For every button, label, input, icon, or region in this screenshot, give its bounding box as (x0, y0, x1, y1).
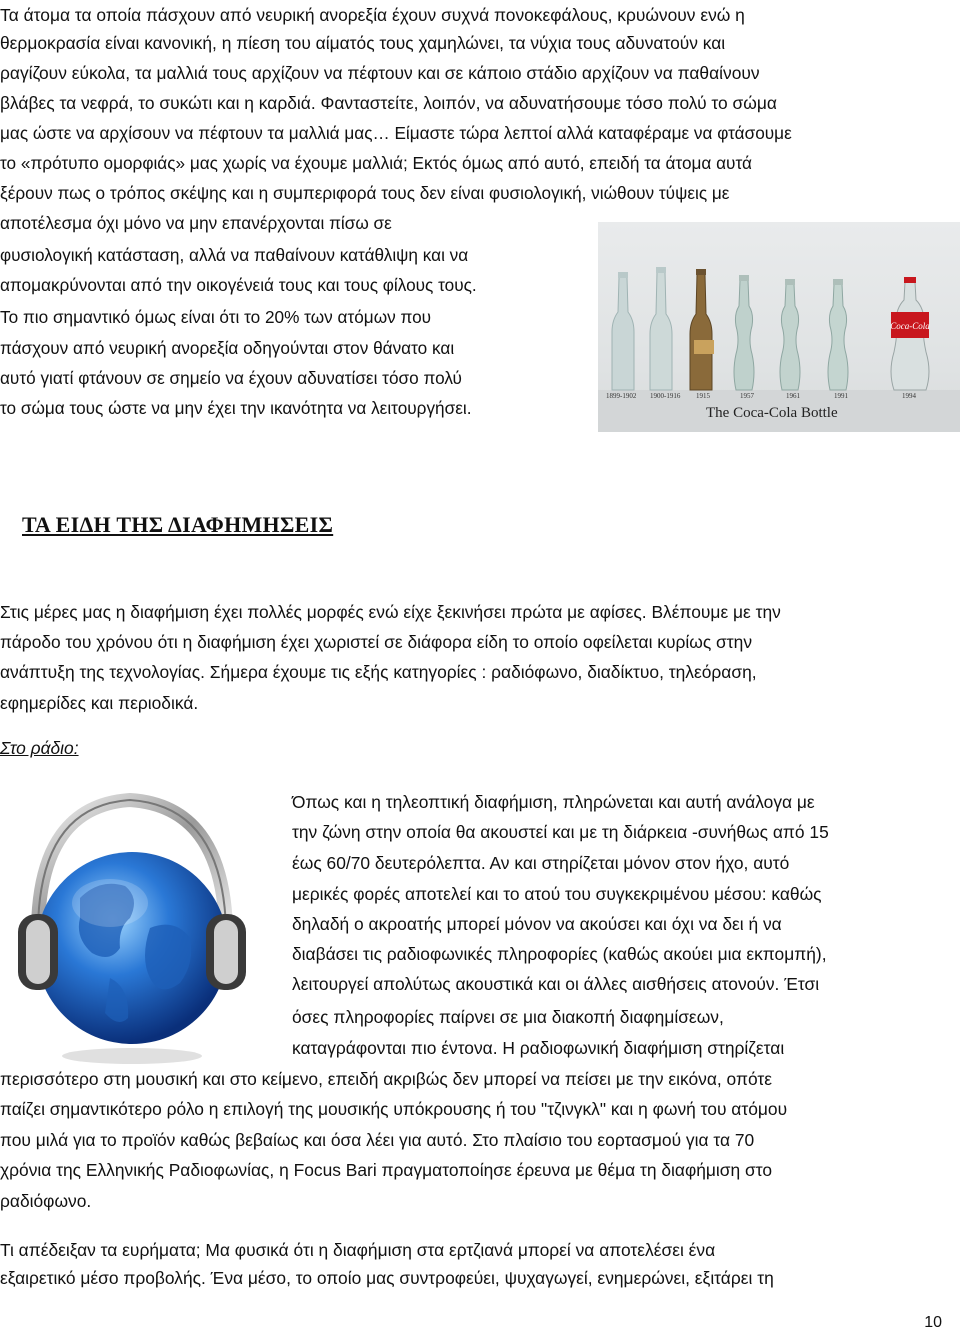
text-line: όσες πληροφορίες παίρνει σε μια διακοπή διαφημίσεων, (292, 1007, 724, 1027)
bottle-icon (650, 267, 672, 390)
year-label: 1900-1916 (650, 392, 681, 400)
text-line: θερμοκρασία είναι κανονική, η πίεση του αίματός τους χαμηλώνει, τα νύχια τους αδυνατούν και (0, 33, 726, 53)
bottle-icon (780, 279, 800, 390)
text-line: παίζει σημαντικότερο ρόλο η επιλογή της μουσικής υπόκρουσης ή του "τζινγκλ" και η φωνή του ατόμου (0, 1099, 788, 1119)
text-line: Τα άτομα τα οποία πάσχουν από νευρική ανορεξία έχουν συχνά πονοκεφάλους, κρυώνουν ενώ η (0, 5, 745, 25)
text-line: χρόνια της Ελληνικής Ραδιοφωνίας, η Focus Bari πραγματοποίησε έρευνα με θέμα τη διαφήμιση στο (0, 1160, 773, 1180)
text-line: καταγράφονται πιο έντονα. Η ραδιοφωνική διαφήμιση στηρίζεται (292, 1038, 785, 1058)
year-labels (598, 392, 960, 404)
text-line: διαβάσει τις ραδιοφωνικές πληροφορίες (καθώς ακούει μια εκπομπή), (292, 944, 827, 964)
text-line: αποτέλεσμα όχι μόνο να μην επανέρχονται πίσω σε (0, 213, 392, 233)
year-label: 1994 (902, 392, 916, 400)
text-line: βλάβες τα νεφρά, το συκώτι και η καρδιά. Φανταστείτε, λοιπόν, να αδυνατήσουμε τόσο πολύ το σώμα (0, 93, 777, 113)
year-label: 1899-1902 (606, 392, 637, 400)
text-line: ραδιόφωνο. (0, 1191, 92, 1211)
bottle-icon (690, 269, 714, 390)
bottle-icon (734, 275, 754, 390)
text-line: πάροδο του χρόνου ότι η διαφήμιση έχει χωριστεί σε διάφορα είδη το οποίο οφείλεται κυρίως στην (0, 632, 753, 652)
text-line: απομακρύνονται από την οικογένειά τους και τους φίλους τους. (0, 275, 477, 295)
text-line: Στις μέρες μας η διαφήμιση έχει πολλές μορφές ενώ είχε ξεκινήσει πρώτα με αφίσες. Βλέπουμε με την (0, 602, 781, 622)
text-line: Το πιο σημαντικό όμως είναι ότι το 20% των ατόμων που (0, 307, 432, 327)
year-label: 1961 (786, 392, 800, 400)
text-line: φυσιολογική κατάσταση, αλλά να παθαίνουν κατάθλιψη και να (0, 245, 469, 265)
year-label: 1957 (740, 392, 754, 400)
text-line: ξέρουν πως ο τρόπος σκέψης και η συμπεριφορά τους δεν είναι φυσιολογική, νιώθουν τύψεις με (0, 183, 730, 203)
text-line: ραγίζουν εύκολα, τα μαλλιά τους αρχίζουν να πέφτουν και σε κάποιο στάδιο αρχίζουν να παθαίνουν (0, 63, 760, 83)
text-line: που μιλά για το προϊόν καθώς βεβαίως και όσα λέει για αυτό. Στο πλαίσιο του εορτασμού για τα 70 (0, 1130, 755, 1150)
text-line: Όπως και η τηλεοπτική διαφήμιση, πληρώνεται και αυτή ανάλογα με (292, 792, 815, 812)
globe-headphones-image (0, 778, 260, 1068)
text-line: μερικές φορές αποτελεί και το ατού του συγκεκριμένου μέσου: καθώς (292, 884, 822, 904)
year-label: 1991 (834, 392, 848, 400)
text-line: το σώμα τους ώστε να μην έχει την ικανότητα να λειτουργήσει. (0, 398, 472, 418)
section-heading: ΤΑ ΕΙΔΗ ΤΗΣ ΔΙΑΦΗΜΗΣΕΙΣ (22, 512, 334, 537)
text-line: πάσχουν από νευρική ανορεξία οδηγούνται στον θάνατο και (0, 338, 455, 358)
text-line: έως 60/70 δευτερόλεπτα. Αν και στηρίζεται μόνον στον ήχο, αυτό (292, 853, 790, 873)
bottle-icon (890, 277, 930, 390)
text-line: μας ώστε να αρχίσουν να πέφτουν τα μαλλιά μας… Είμαστε τώρα λεπτοί αλλά καταφέραμε να φτάσουμε (0, 123, 792, 143)
subheading-radio: Στο ράδιο: (0, 738, 79, 758)
globe-headphones-icon (0, 778, 260, 1068)
bottle-icon (612, 272, 634, 390)
svg-text:Coca-Cola: Coca-Cola (890, 321, 930, 331)
text-line: Τι απέδειξαν τα ευρήματα; Μα φυσικά ότι η διαφήμιση στα ερτζιανά μπορεί να αποτελέσει ένα (0, 1240, 716, 1260)
text-line: λειτουργεί απολύτως ακουστικά και οι άλλες αισθήσεις ατονούν. Έτσι (292, 974, 820, 994)
text-line: δηλαδή ο ακροατής μπορεί μόνον να ακούσει και όχι να δει ή να (292, 914, 782, 934)
year-label: 1915 (696, 392, 710, 400)
image-caption: The Coca-Cola Bottle (706, 405, 838, 421)
text-line: το «πρότυπο ομορφιάς» μας χωρίς να έχουμε μαλλιά; Εκτός όμως από αυτό, επειδή τα άτομα αυτά (0, 153, 752, 173)
coca-cola-bottles-photo (598, 222, 960, 432)
text-line: εφημερίδες και περιοδικά. (0, 693, 199, 713)
text-line: ανάπτυξη της τεχνολογίας. Σήμερα έχουμε τις εξής κατηγορίες : ραδιόφωνο, διαδίκτυο, τηλεόραση, (0, 662, 757, 682)
page-number: 10 (924, 1314, 942, 1331)
text-line: περισσότερο στη μουσική και στο κείμενο, επειδή ακριβώς δεν μπορεί να πείσει με την εικόνα, οπότε (0, 1069, 773, 1089)
bottle-icon (828, 279, 848, 390)
text-line: αυτό γιατί φτάνουν σε σημείο να έχουν αδυνατίσει τόσο πολύ (0, 368, 462, 388)
text-line: εξαιρετικό μέσο προβολής. Ένα μέσο, το οποίο μας συντροφεύει, ψυχαγωγεί, ενημερώνει, εξιτάρει τη (0, 1268, 774, 1288)
text-line: την ζώνη στην οποία θα ακουστεί και με τη διάρκεια -συνήθως από 15 (292, 822, 829, 842)
